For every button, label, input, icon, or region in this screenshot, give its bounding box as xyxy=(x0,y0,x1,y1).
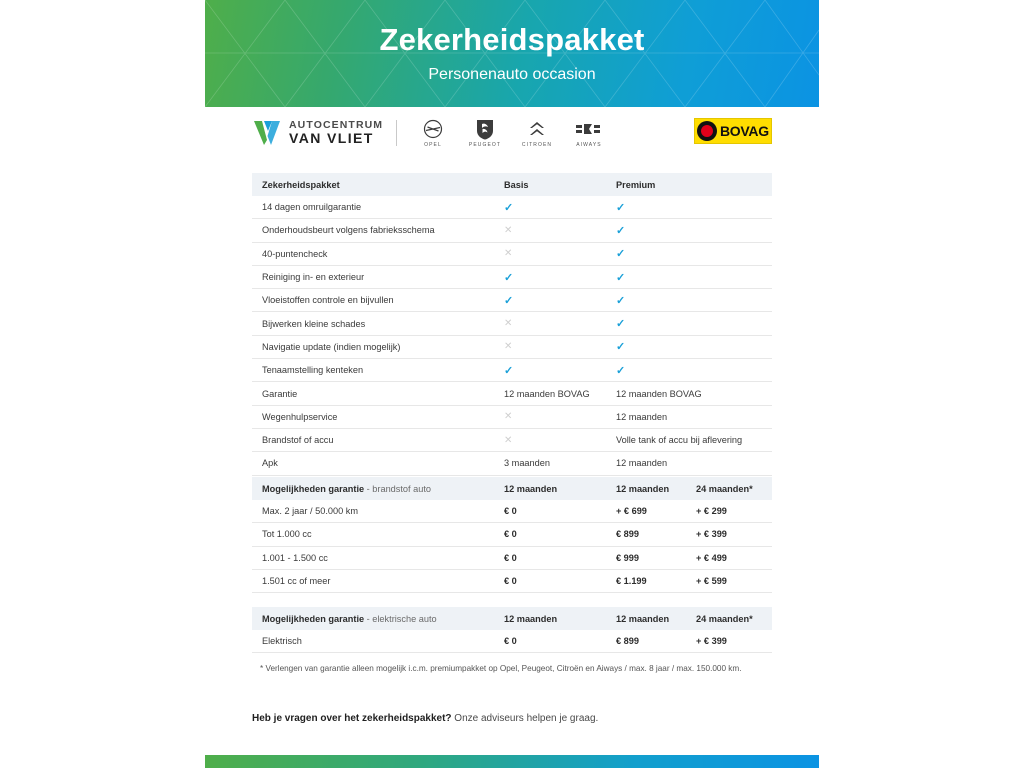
basis-value xyxy=(502,242,614,265)
cross-icon: ✕ xyxy=(504,434,513,446)
brand-opel-label: OPEL xyxy=(424,142,442,148)
price-extended: + € 399 xyxy=(694,523,772,546)
brand-opel xyxy=(415,118,451,148)
brand-citroen-label: CITROEN xyxy=(521,142,553,148)
bovag-mark-icon xyxy=(697,121,717,141)
premium-value: 12 maanden BOVAG xyxy=(614,382,772,405)
check-icon: ✓ xyxy=(504,364,514,377)
cross-icon: ✕ xyxy=(504,318,513,330)
section-title xyxy=(252,477,502,500)
basis-value xyxy=(502,335,614,358)
feature-label: Brandstof of accu xyxy=(252,428,502,451)
zekerheidspakket-table xyxy=(252,173,772,476)
table-header-row xyxy=(252,477,772,500)
feature-label: 40-puntencheck xyxy=(252,242,502,265)
premium-value xyxy=(614,219,772,242)
table-row xyxy=(252,335,772,358)
banner-text-block xyxy=(205,0,819,107)
feature-label: Wegenhulpservice xyxy=(252,405,502,428)
col-header-basis: 12 maanden xyxy=(502,607,614,630)
feature-label: Tenaamstelling kenteken xyxy=(252,359,502,382)
table-row xyxy=(252,405,772,428)
citroen-chevrons-icon xyxy=(519,118,555,140)
table-header-row xyxy=(252,173,772,196)
footer-bar xyxy=(205,755,819,768)
price-premium: € 899 xyxy=(614,523,694,546)
col-header-feature: Zekerheidspakket xyxy=(252,173,502,196)
check-icon: ✓ xyxy=(504,271,514,284)
section-title xyxy=(252,607,502,630)
table-row xyxy=(252,452,772,475)
premium-value xyxy=(614,312,772,335)
check-icon: ✓ xyxy=(616,294,626,307)
price-extended: + € 299 xyxy=(694,500,772,523)
price-premium: € 899 xyxy=(614,630,694,653)
feature-label: Onderhoudsbeurt volgens fabrieksschema xyxy=(252,219,502,242)
price-premium: € 999 xyxy=(614,546,694,569)
table-row xyxy=(252,428,772,451)
basis-value xyxy=(502,219,614,242)
price-basis: € 0 xyxy=(502,546,614,569)
section-title-bold: Mogelijkheden garantie xyxy=(262,483,365,494)
price-basis: € 0 xyxy=(502,523,614,546)
premium-value xyxy=(614,265,772,288)
basis-value xyxy=(502,312,614,335)
price-basis: € 0 xyxy=(502,500,614,523)
price-premium: € 1.199 xyxy=(614,569,694,592)
opel-logo-icon xyxy=(415,118,451,140)
dealer-name-line1: AUTOCENTRUM xyxy=(289,119,384,132)
option-label: 1.501 cc of meer xyxy=(252,569,502,592)
table-row xyxy=(252,312,772,335)
bovag-label: BOVAG xyxy=(720,123,769,139)
table-row xyxy=(252,289,772,312)
cta-text xyxy=(252,713,598,724)
logo-row xyxy=(252,118,772,162)
dealer-name-line2: VAN VLIET xyxy=(289,130,374,147)
table-row xyxy=(252,546,772,569)
basis-value xyxy=(502,265,614,288)
table-row xyxy=(252,196,772,219)
header-banner xyxy=(205,0,819,107)
check-icon: ✓ xyxy=(616,271,626,284)
col-header-premium: Premium xyxy=(614,173,772,196)
price-premium: + € 699 xyxy=(614,500,694,523)
table-row xyxy=(252,382,772,405)
feature-label: Vloeistoffen controle en bijvullen xyxy=(252,289,502,312)
basis-value: 3 maanden xyxy=(502,452,614,475)
col-header-extended: 24 maanden* xyxy=(694,477,772,500)
premium-value xyxy=(614,196,772,219)
check-icon: ✓ xyxy=(616,364,626,377)
brand-aiways-label: AIWAYS xyxy=(576,142,602,148)
cta-question: Heb je vragen over het zekerheidspakket? xyxy=(252,713,452,724)
brand-citroen xyxy=(519,118,555,148)
price-extended: + € 499 xyxy=(694,546,772,569)
table-row xyxy=(252,523,772,546)
cross-icon: ✕ xyxy=(504,411,513,423)
garantie-brandstof-table xyxy=(252,477,772,593)
premium-value xyxy=(614,242,772,265)
basis-value xyxy=(502,289,614,312)
price-basis: € 0 xyxy=(502,569,614,592)
premium-value: Volle tank of accu bij aflevering xyxy=(614,428,772,451)
bovag-logo xyxy=(694,118,772,144)
section-title-light: - brandstof auto xyxy=(366,483,432,494)
feature-label: 14 dagen omruilgarantie xyxy=(252,196,502,219)
check-icon: ✓ xyxy=(504,294,514,307)
check-icon: ✓ xyxy=(504,201,514,214)
table-row xyxy=(252,500,772,523)
feature-label: Bijwerken kleine schades xyxy=(252,312,502,335)
section-title-light: - elektrische auto xyxy=(366,613,437,624)
van-vliet-mark-icon xyxy=(252,118,282,148)
check-icon: ✓ xyxy=(616,341,626,354)
page-title: Zekerheidspakket xyxy=(379,22,645,58)
col-header-extended: 24 maanden* xyxy=(694,607,772,630)
premium-value xyxy=(614,289,772,312)
basis-value: 12 maanden BOVAG xyxy=(502,382,614,405)
price-basis: € 0 xyxy=(502,630,614,653)
basis-value xyxy=(502,359,614,382)
premium-value xyxy=(614,359,772,382)
feature-label: Garantie xyxy=(252,382,502,405)
cross-icon: ✕ xyxy=(504,224,513,236)
dealer-name xyxy=(289,120,383,146)
table-row xyxy=(252,359,772,382)
feature-label: Reiniging in- en exterieur xyxy=(252,265,502,288)
premium-value: 12 maanden xyxy=(614,452,772,475)
basis-value xyxy=(502,405,614,428)
page-subtitle: Personenauto occasion xyxy=(428,65,596,83)
col-header-basis: 12 maanden xyxy=(502,477,614,500)
brand-logos xyxy=(415,118,607,148)
basis-value xyxy=(502,196,614,219)
option-label: Tot 1.000 cc xyxy=(252,523,502,546)
dealer-logo xyxy=(252,118,383,148)
table-header-row xyxy=(252,607,772,630)
col-header-premium: 12 maanden xyxy=(614,477,694,500)
option-label: Elektrisch xyxy=(252,630,502,653)
cross-icon: ✕ xyxy=(504,248,513,260)
check-icon: ✓ xyxy=(616,201,626,214)
premium-value xyxy=(614,335,772,358)
table-row xyxy=(252,219,772,242)
col-header-basis: Basis xyxy=(502,173,614,196)
option-label: 1.001 - 1.500 cc xyxy=(252,546,502,569)
garantie-elektrisch-table xyxy=(252,607,772,653)
brand-peugeot-label: PEUGEOT xyxy=(468,142,502,148)
logo-divider xyxy=(396,120,397,146)
premium-value: 12 maanden xyxy=(614,405,772,428)
cta-rest: Onze adviseurs helpen je graag. xyxy=(451,713,599,724)
footnote: * Verlengen van garantie alleen mogelijk i.c.m. premiumpakket op Opel, Peugeot, Citroën en Aiways / max. 8 jaar / max. 150.000 km. xyxy=(260,664,742,673)
check-icon: ✓ xyxy=(616,318,626,331)
table-row xyxy=(252,265,772,288)
price-extended: + € 599 xyxy=(694,569,772,592)
feature-label: Apk xyxy=(252,452,502,475)
col-header-premium: 12 maanden xyxy=(614,607,694,630)
basis-value xyxy=(502,428,614,451)
option-label: Max. 2 jaar / 50.000 km xyxy=(252,500,502,523)
brand-peugeot xyxy=(467,118,503,148)
section-title-bold: Mogelijkheden garantie xyxy=(262,613,365,624)
brand-aiways xyxy=(571,118,607,148)
cross-icon: ✕ xyxy=(504,341,513,353)
table-row xyxy=(252,630,772,653)
check-icon: ✓ xyxy=(616,224,626,237)
check-icon: ✓ xyxy=(616,248,626,261)
aiways-logo-icon xyxy=(571,118,607,140)
table-row xyxy=(252,242,772,265)
peugeot-lion-icon xyxy=(467,118,503,140)
feature-label: Navigatie update (indien mogelijk) xyxy=(252,335,502,358)
table-row xyxy=(252,569,772,592)
price-extended: + € 399 xyxy=(694,630,772,653)
